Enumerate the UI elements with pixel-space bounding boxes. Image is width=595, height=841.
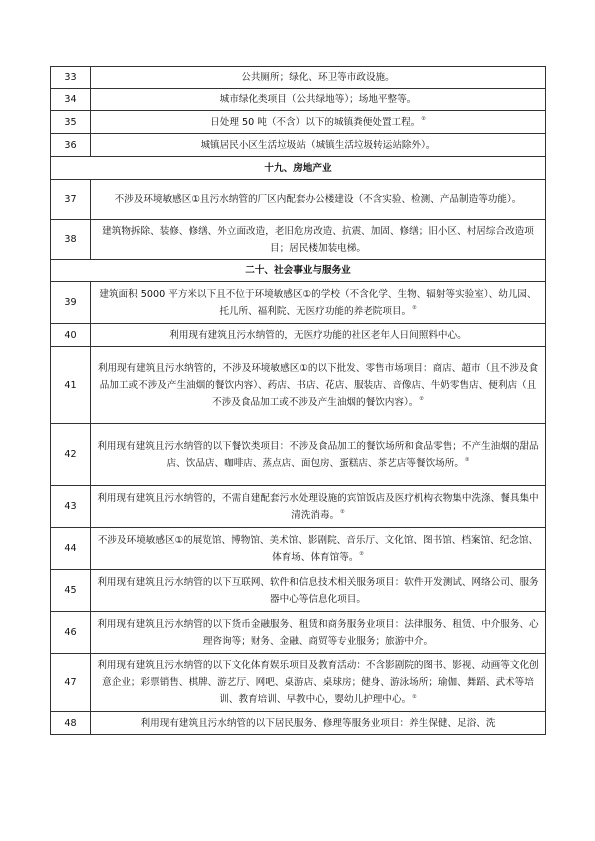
row-text: 建筑面积 5000 平方米以下且不位于环境敏感区①的学校（不含化学、生物、辐射等实验室）、幼儿园、托儿所、福利院、无医疗功能的养老院项目。 [99,288,537,317]
row-text: 不涉及环境敏感区①的展览馆、博物馆、美术馆、影剧院、音乐厅、文化馆、图书馆、档案馆、纪念馆、体育场、体育馆等。 [97,534,539,563]
table-row [51,612,546,654]
row-content [91,612,546,654]
section-heading-row [51,260,546,282]
project-list-table [50,66,546,735]
table-row [51,486,546,528]
footnote-mark: ② [359,551,364,558]
row-content [91,282,546,324]
row-text: 利用现有建筑且污水纳管的，不涉及环境敏感区①的以下批发、零售市场项目：商店、超市（且不涉及食品加工或不涉及产生油烟的餐饮内容）、药店、书店、花店、服装店、音像店、牛奶零售店、便利店（且不涉及食品加工或不涉及产生油烟的餐饮内容）。 [97,362,539,408]
row-number: 46 [51,612,91,654]
table-row [51,89,546,111]
row-number: 34 [51,89,91,111]
row-content [91,180,546,220]
row-text: 公共厕所；绿化、环卫等市政设施。 [241,72,395,83]
row-text: 利用现有建筑且污水纳管的，不需自建配套污水处理设施的宾馆饭店及医疗机构衣物集中洗涤、餐具集中清洗消毒。 [97,492,539,521]
row-number: 33 [51,67,91,89]
row-number: 47 [51,654,91,712]
table-row [51,654,546,712]
section-heading: 十九、房地产业 [51,157,546,180]
row-content [91,654,546,712]
row-content [91,220,546,260]
row-text: 利用现有建筑且污水纳管的，无医疗功能的社区老年人日间照料中心。 [169,329,467,341]
row-text: 利用现有建筑且污水纳管的以下餐饮类项目：不涉及食品加工的餐饮场所和食品零售；不产生油烟的甜品店、饮品店、咖啡店、蒸点店、面包房、蛋糕店、茶艺店等餐饮场所。 [97,440,539,469]
row-content [91,324,546,347]
row-text: 不涉及环境敏感区①且污水纳管的厂区内配套办公楼建设（不含实验、检测、产品制造等功能）。 [114,194,522,205]
row-content [91,712,546,735]
footnote-mark: ② [419,396,424,403]
section-heading-row [51,157,546,180]
footnote-mark: ② [340,509,345,516]
row-number: 39 [51,282,91,324]
table-row [51,570,546,612]
row-number: 43 [51,486,91,528]
row-number: 40 [51,324,91,347]
row-number: 38 [51,220,91,260]
row-number: 36 [51,134,91,157]
row-number: 48 [51,712,91,735]
table-row [51,347,546,424]
row-text: 利用现有建筑且污水纳管的以下居民服务、修理等服务业项目：养生保健、足浴、洗 [140,717,496,729]
row-text: 建筑物拆除、装修、修缮、外立面改造，老旧危房改造、抗震、加固、修缮；旧小区、村居综合改造项目；居民楼加装电梯。 [102,225,534,254]
table-row [51,134,546,157]
row-content [91,89,546,111]
row-number: 42 [51,424,91,486]
row-content [91,528,546,570]
row-text: 城镇居民小区生活垃圾站（城镇生活垃圾转运站除外）。 [200,139,436,151]
table-row [51,324,546,347]
row-number: 44 [51,528,91,570]
table-row [51,67,546,89]
footnote-mark: ② [412,693,417,700]
footnote-mark: ② [412,305,417,312]
table-row [51,111,546,134]
row-number: 45 [51,570,91,612]
table-row [51,282,546,324]
row-content [91,570,546,612]
row-content [91,347,546,424]
row-content [91,424,546,486]
footnote-mark: ② [421,116,426,123]
row-text: 城市绿化类项目（公共绿地等）；场地平整等。 [219,94,417,105]
row-text: 利用现有建筑且污水纳管的以下文化体育娱乐项目及教育活动：不含影剧院的图书、影视、动画等文化创意企业；彩票销售、棋牌、游艺厅、网吧、桌游店、桌球房；健身、游泳场所；瑜伽、舞蹈、武术等培训、教育培训、早教中心，婴幼儿护理中心。 [97,660,539,705]
table-row [51,220,546,260]
row-number: 35 [51,111,91,134]
row-text: 日处理 50 吨（不含）以下的城镇粪便处置工程。 [210,116,421,128]
row-number: 41 [51,347,91,424]
row-content [91,486,546,528]
row-content [91,67,546,89]
table-row [51,180,546,220]
table-row [51,528,546,570]
section-heading: 二十、社会事业与服务业 [51,260,546,282]
row-text: 利用现有建筑且污水纳管的以下互联网、软件和信息技术相关服务项目：软件开发测试、网络公司、服务器中心等信息化项目。 [97,576,539,605]
row-number: 37 [51,180,91,220]
table-row [51,712,546,735]
row-content [91,134,546,157]
table-row [51,424,546,486]
footnote-mark: ② [464,457,470,464]
row-text: 利用现有建筑且污水纳管的以下货币金融服务、租赁和商务服务业项目：法律服务、租赁、中介服务、心理咨询等；财务、金融、商贸等专业服务；旅游中介。 [97,618,539,647]
row-content [91,111,546,134]
